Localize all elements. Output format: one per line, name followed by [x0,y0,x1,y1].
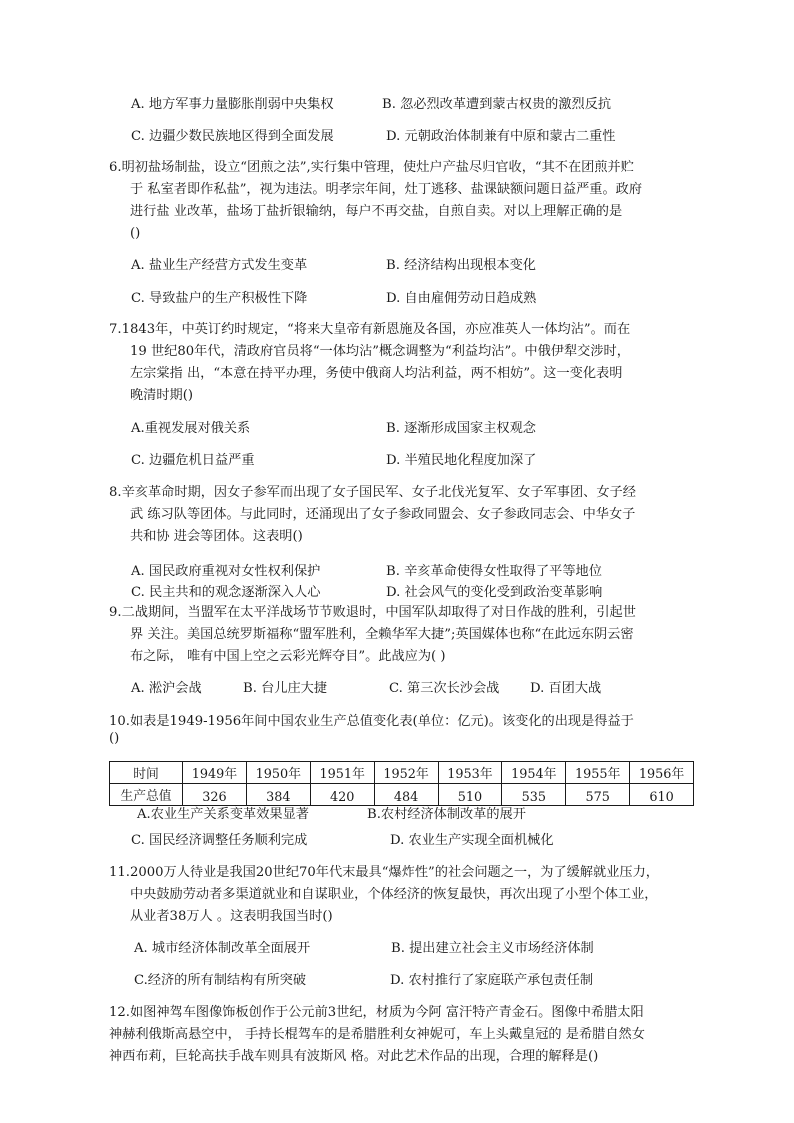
q10-option-a: A.农业生产关系变革效果显著 [137,807,309,822]
q9-stem-line: 布之际， 唯有中国上空之云彩光辉夺目”。此战应为( ) [130,649,446,664]
q10-option-b: B.农村经济体制改革的展开 [367,807,526,822]
q6-option-d: D. 自由雇佣劳动日趋成熟 [386,291,537,306]
q11-stem-line: 从业者38万人 。这表明我国当时() [130,909,333,924]
q8-stem-line: 武 练习队等团体。与此同时，还涌现出了女子参政同盟会、女子参政同志会、中华女子 [130,507,636,522]
q11-stem-line: 中央鼓励劳动者多渠道就业和自谋职业，个体经济的恢复最快，再次出现了小型个体工业， [130,887,658,902]
table-year-cell: 1953年 [438,762,502,784]
q5-option-b: B. 忽必烈改革遭到蒙古权贵的激烈反抗 [382,97,612,112]
q12-stem-line: 神西布莉，巨轮高扶手战车则具有波斯风 格。对此艺术作品的出现，合理的解释是() [109,1049,599,1064]
q8-option-c: C. 民主共和的观念逐渐深入人心 [131,585,321,600]
q11-stem-line: 11.2000万人待业是我国20世纪70年代末最具“爆炸性”的社会问题之一，为了缓解就业压力， [109,865,659,880]
table-year-cell: 1951年 [310,762,374,784]
q8-option-a: A. 国民政府重视对女性权利保护 [131,564,321,579]
q8-option-d: D. 社会风气的变化受到政治变革影响 [386,585,603,600]
table-value-cell: 610 [630,784,694,806]
table-value-cell: 326 [183,784,247,806]
q11-option-a: A. 城市经济体制改革全面展开 [134,941,311,956]
q7-stem-line: 19 世纪80年代，清政府官员将“一体均沾”概念调整为“利益均沾”。中俄伊犁交涉时， [130,344,630,359]
q12-stem-line: 12.如图神驾车图像饰板创作于公元前3世纪，材质为今阿 富汗特产青金石。图像中希腊太阳 [109,1005,644,1020]
q9-stem-line: 界 关注。美国总统罗斯福称“盟军胜利，全赖华军大捷”;英国媒体也称“在此远东阴云密 [130,627,634,642]
q5-option-a: A. 地方军事力量膨胀削弱中央集权 [131,97,334,112]
q7-stem-line: 左宗棠指 出，“本意在持平办理，务使中俄商人均沾利益，两不相妨”。这一变化表明 [130,366,623,381]
table-value-cell: 420 [310,784,374,806]
table-year-cell: 1955年 [566,762,630,784]
table-value-cell: 575 [566,784,630,806]
q7-option-a: A.重视发展对俄关系 [131,421,251,436]
q6-option-c: C. 导致盐户的生产积极性下降 [131,291,308,306]
table-value-cell: 384 [246,784,310,806]
table-year-cell: 1950年 [246,762,310,784]
q11-option-d: D. 农村推行了家庭联产承包责任制 [390,973,594,988]
table-value-cell: 535 [502,784,566,806]
q8-stem-line: 共和协 进会等团体。这表明() [130,529,303,544]
q11-option-c: C.经济的所有制结构有所突破 [134,973,307,988]
q6-stem-line: () [130,226,141,241]
q6-option-a: A. 盐业生产经营方式发生变革 [131,258,308,273]
q9-option-b: B. 台儿庄大捷 [243,681,328,696]
q10-option-c: C. 国民经济调整任务顺利完成 [131,833,308,848]
table-row-label: 生产总值 [110,784,183,806]
table-header-row [110,762,694,784]
q11-option-b: B. 提出建立社会主义市场经济体制 [391,941,594,956]
table-year-cell: 1952年 [374,762,438,784]
table-year-cell: 1949年 [183,762,247,784]
q12-stem-line: 神赫利俄斯高悬空中， 手持长棍驾车的是希腊胜利女神妮可，车上头戴皇冠的 是希腊自然女 [109,1027,645,1042]
q6-stem-line: 进行盐 业改革，盐场丁盐折银输纳，每户不再交盐，自煎自卖。对以上理解正确的是 [130,204,623,219]
q7-option-d: D. 半殖民地化程度加深了 [386,453,537,468]
table-year-cell: 1954年 [502,762,566,784]
q7-stem-line: 7.1843年，中英订约时规定，“将来大皇帝有新恩施及各国，亦应准英人一体均沾”。而在 [109,322,631,337]
q8-option-b: B. 辛亥革命使得女性取得了平等地位 [386,564,602,579]
q7-option-c: C. 边疆危机日益严重 [131,453,255,468]
q9-stem-line: 9.二战期间，当盟军在太平洋战场节节败退时，中国军队却取得了对日作战的胜利，引起世 [109,605,636,620]
q8-stem-line: 8.辛亥革命时期，因女子参军而出现了女子国民军、女子北伐光复军、女子军事团、女子经 [109,485,636,500]
q5-option-d: D. 元朝政治体制兼有中原和蒙古二重性 [386,129,616,144]
q9-option-c: C. 第三次长沙会战 [389,681,500,696]
q9-option-d: D. 百团大战 [530,681,602,696]
q6-stem-line: 于 私室者即作私盐”，视为违法。明孝宗年间，灶丁逃移、盐课缺额问题日益严重。政府 [130,182,643,197]
q7-stem-line: 晚清时期() [130,388,194,403]
q6-stem-line: 6.明初盐场制盐，设立“团煎之法”,实行集中管理，使灶户产盐尽归官收，“其不在团煎并贮 [109,160,634,175]
table-value-row [110,784,694,806]
q10-stem-line: 10.如表是1949-1956年间中国农业生产总值变化表(单位：亿元)。该变化的出现是得益于 [109,714,634,729]
q6-option-b: B. 经济结构出现根本变化 [386,258,536,273]
table-value-cell: 484 [374,784,438,806]
table-header-label: 时间 [110,762,183,784]
q10-option-d: D. 农业生产实现全面机械化 [390,833,554,848]
q7-option-b: B. 逐渐形成国家主权观念 [386,421,536,436]
q9-option-a: A. 淞沪会战 [131,681,202,696]
table-value-cell: 510 [438,784,502,806]
q5-option-c: C. 边疆少数民族地区得到全面发展 [131,129,334,144]
q10-stem-line: () [109,731,120,746]
table-year-cell: 1956年 [630,762,694,784]
production-value-table [109,761,694,806]
